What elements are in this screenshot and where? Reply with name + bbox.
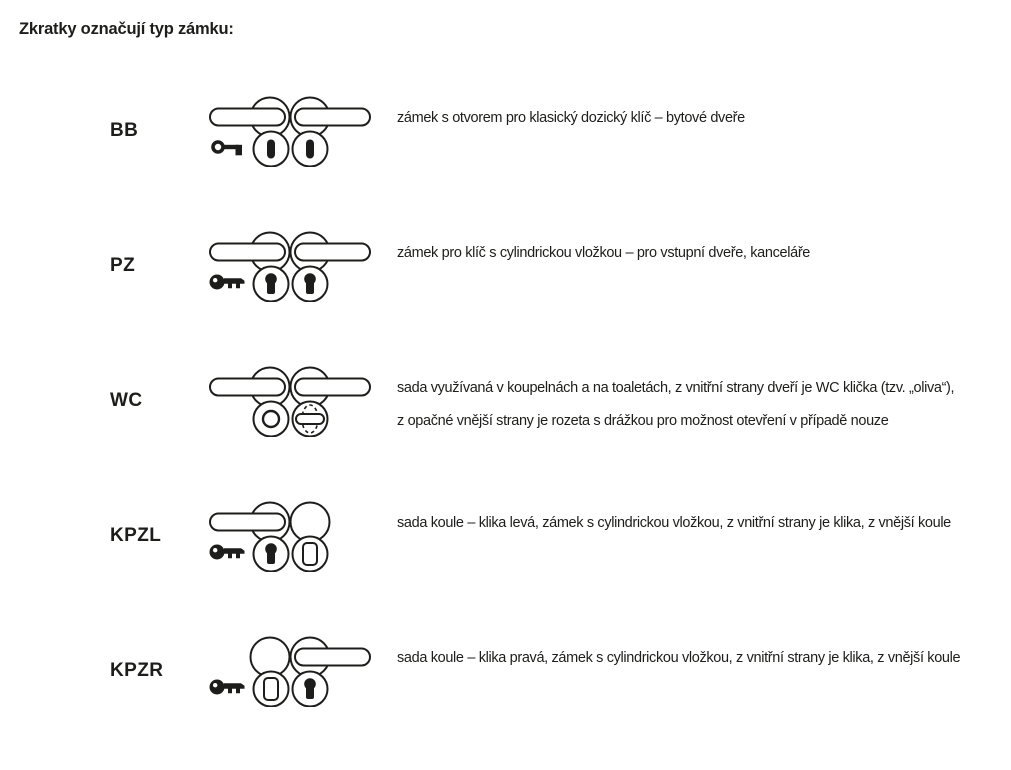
- groove-rosette-icon: [254, 402, 289, 437]
- wc-icon-set: [205, 365, 375, 437]
- lever-handle-left-icon: [210, 503, 290, 542]
- lock-type-description: [397, 95, 745, 167]
- wc-oliva-rosette-icon: [293, 402, 328, 437]
- lock-code-label: BB: [110, 120, 139, 141]
- lock-type-description: [397, 500, 951, 572]
- lever-handle-right-icon: [291, 233, 371, 272]
- lock-code-label: WC: [110, 390, 143, 411]
- lever-handle-right-icon: [291, 368, 371, 407]
- page-title: Zkratky označují typ zámku:: [19, 20, 234, 38]
- kpzr-icon-set: [205, 635, 375, 707]
- cylinder-key-icon: [210, 545, 245, 560]
- pz-keyhole-rosette-icon: [254, 537, 289, 572]
- lever-handle-left-icon: [210, 233, 290, 272]
- bb-keyhole-rosette-icon: [254, 132, 289, 167]
- lock-type-row-kpzr: [110, 635, 960, 707]
- pz-keyhole-rosette-icon: [293, 672, 328, 707]
- lock-type-description: [397, 230, 810, 302]
- description-line: sada využívaná v koupelnách a na toaletách, z vnitřní strany dveří je WC klička (tzv. „oliva“),: [397, 380, 955, 396]
- lock-code-label: PZ: [110, 255, 136, 276]
- lever-handle-left-icon: [210, 98, 290, 137]
- cylinder-key-icon: [210, 680, 245, 695]
- lever-handle-right-icon: [291, 638, 371, 677]
- lock-type-row-kpzl: [110, 500, 960, 572]
- lever-handle-right-icon: [291, 98, 371, 137]
- description-line: z opačné vnější strany je rozeta s drážkou pro možnost otevření v případě nouze: [397, 412, 889, 429]
- kpzl-icon-set: [205, 500, 375, 572]
- classic-key-icon: [213, 142, 242, 155]
- lock-type-row-bb: [110, 95, 960, 167]
- description-line: zámek s otvorem pro klasický dozický klíč – bytové dveře: [397, 110, 745, 126]
- blind-rosette-icon: [254, 672, 289, 707]
- lock-type-description: [397, 635, 960, 707]
- lock-code-label: KPZR: [110, 660, 164, 681]
- description-line: sada koule – klika levá, zámek s cylindrickou vložkou, z vnitřní strany je klika, z vnější koule: [397, 515, 951, 531]
- pz-keyhole-rosette-icon: [293, 267, 328, 302]
- bb-icon-set: [205, 95, 375, 167]
- description-line: sada koule – klika pravá, zámek s cylindrickou vložkou, z vnitřní strany je klika, z vnější koule: [397, 650, 961, 666]
- lever-handle-left-icon: [210, 368, 290, 407]
- lock-type-legend: [110, 95, 960, 770]
- description-line: zámek pro klíč s cylindrickou vložkou – pro vstupní dveře, kanceláře: [397, 245, 811, 261]
- blind-rosette-icon: [293, 537, 328, 572]
- bb-keyhole-rosette-icon: [293, 132, 328, 167]
- lock-type-row-wc: [110, 365, 960, 437]
- cylinder-key-icon: [210, 275, 245, 290]
- pz-icon-set: [205, 230, 375, 302]
- lock-type-description: [397, 365, 954, 437]
- pz-keyhole-rosette-icon: [254, 267, 289, 302]
- lock-type-row-pz: [110, 230, 960, 302]
- lock-code-label: KPZL: [110, 525, 162, 546]
